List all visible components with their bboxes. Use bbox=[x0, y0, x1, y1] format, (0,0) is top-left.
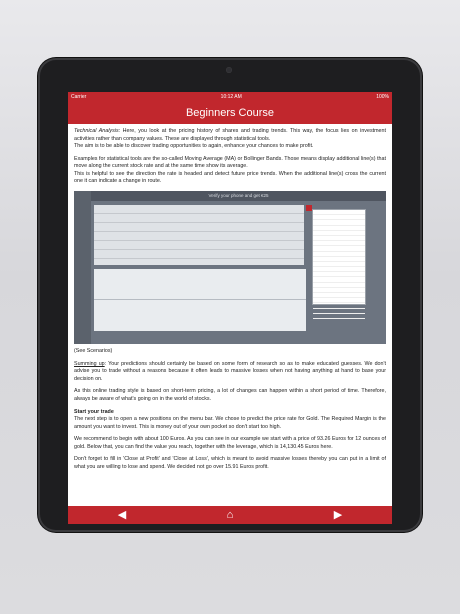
technical-analysis-text: : Here, you look at the pricing history of shares and trading trends. This way, the focus lies on investment activities rather than company values. These are displayed through statistical tools. bbox=[74, 128, 386, 142]
page-title: Beginners Course bbox=[185, 107, 275, 119]
carrier-label: Carrier bbox=[71, 94, 87, 100]
table-row bbox=[94, 232, 304, 241]
clock-label: 10:12 AM bbox=[220, 94, 242, 100]
table-row bbox=[94, 214, 304, 223]
paragraph-summing-up bbox=[74, 361, 386, 384]
table-row bbox=[94, 205, 304, 214]
summing-up-label: Summing up bbox=[74, 360, 105, 367]
paragraph-recommend: We recommend to begin with about 100 Euros. As you can see in our example we start with a price of 93.26 Euros for 12 ounces of gold. Below that, you can find the value you reach, together with the leverage, which is 14,130.45 Euros here. bbox=[74, 436, 386, 450]
article-content[interactable] bbox=[68, 124, 392, 506]
title-bar bbox=[68, 102, 392, 124]
statistical-tools-direction: This is helpful to see the direction the rate is headed and detect future price trends. When the additional line(s) cross the current one it can indicate a change in route. bbox=[74, 170, 386, 185]
technical-analysis-aim: The aim is to be able to discover trading opportunities to again, enhance your chances to make profit. bbox=[74, 143, 314, 150]
screenshot-table bbox=[94, 205, 304, 265]
start-trade-heading: Start your trade bbox=[74, 408, 114, 415]
example-screenshot bbox=[74, 191, 386, 344]
previous-arrow-icon[interactable]: ◀ bbox=[117, 509, 127, 521]
next-arrow-icon[interactable]: ▶ bbox=[333, 509, 343, 521]
home-icon[interactable]: ⌂ bbox=[226, 509, 234, 521]
screenshot-banner bbox=[91, 191, 386, 201]
paragraph-close-at: Don't forget to fill in 'Close at Profit' and 'Close at Loss', which is meant to avoid massive losses thereby you can put in a limit of what you are willing to lose and spend. We decided not go over 15.91 Euros profit. bbox=[74, 456, 386, 470]
see-scenarios: (See Scenarios) bbox=[74, 348, 113, 355]
paragraph-start-trade bbox=[74, 409, 386, 432]
screenshot-chart bbox=[94, 269, 306, 331]
chart-line bbox=[94, 299, 306, 300]
screenshot-banner-text: Verify your phone and get €25 bbox=[208, 192, 269, 198]
app-screen bbox=[68, 92, 392, 524]
paragraph-short-term: As this online trading style is based on short-term pricing, a lot of changes can happen within a short period of time. Therefore, always be aware of what's going on in the world of stocks. bbox=[74, 388, 386, 402]
paragraph-statistical-tools bbox=[74, 156, 386, 186]
status-bar bbox=[68, 92, 392, 102]
summing-up-text: : Your predictions should certainly be based on some form of research so as to make educated guesses. We don't advise you to trade without a reasons because it often leads to massive losses when not having anything at hand to base your decision on. bbox=[74, 360, 386, 382]
battery-label: 100% bbox=[376, 94, 389, 100]
screenshot-indicator-list bbox=[312, 209, 366, 305]
table-row bbox=[94, 250, 304, 259]
start-trade-text: The next step is to open a new positions on the menu bar. We chose to predict the price rate for Gold. The Required Margin is the amount you want to invest. This is money out of your own pocket so don't start too high. bbox=[74, 416, 386, 430]
table-row bbox=[94, 223, 304, 232]
screenshot-sidebar bbox=[74, 191, 91, 344]
technical-analysis-label: Technical Analysis bbox=[74, 128, 119, 134]
bottom-nav-bar bbox=[68, 506, 392, 524]
statistical-tools-text: Examples for statistical tools are the so-called Moving Average (MA) or Bollinger Bands. Those means display additional line(s) that move along the current stock rate and at the same time show its average. bbox=[74, 155, 386, 170]
table-row bbox=[94, 241, 304, 250]
paragraph-technical-analysis bbox=[74, 128, 386, 151]
camera-dot bbox=[226, 67, 232, 73]
